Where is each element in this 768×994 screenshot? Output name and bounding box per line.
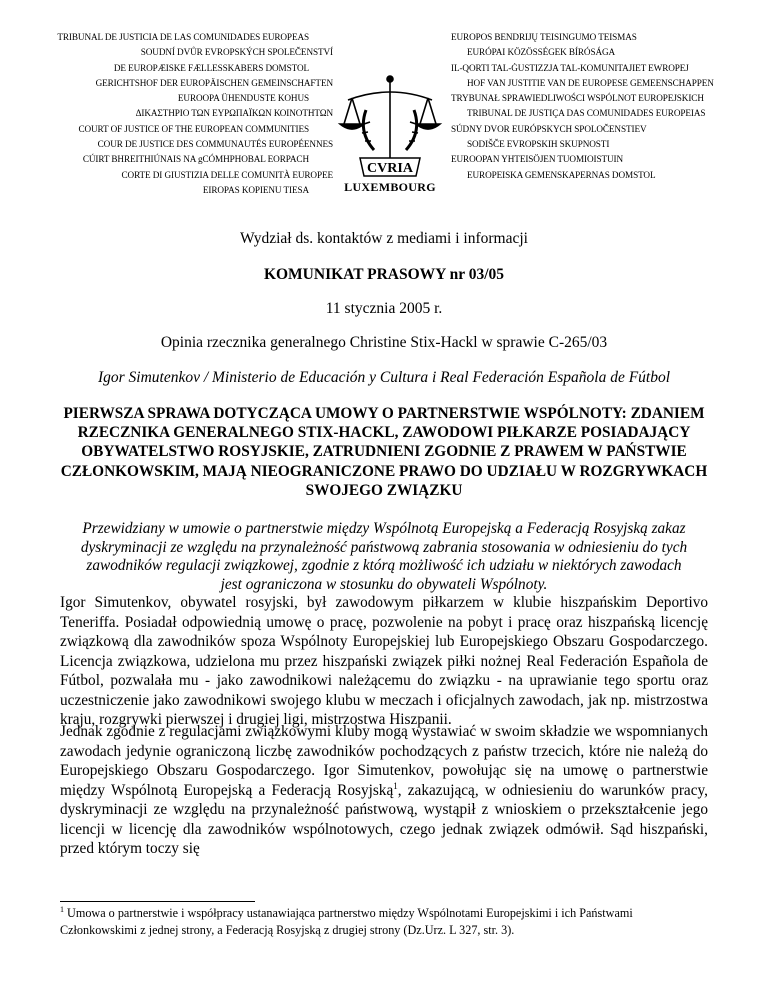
paragraph-1: Igor Simutenkov, obywatel rosyjski, był zawodowym piłkarzem w klubie hiszpańskim Deportivo Teneriffa. Posiadał odpowiednią umowę o pracę, pozwolenie na pobyt i pracę oraz hiszpańską licencję związkową dla zawodników spoza Wspólnoty Europejskiej lub Europejskiego Obszaru Gospodarczego. Licencja związkowa, udzielona mu przez hiszpański związek piłki nożnej Real Federación Española de Fútbol, pozwalała mu - jako zawodnikowi należącemu do związku - na uprawianie tego sportu oraz uczestniczenie jako zawodnikowi swojego klubu w meczach i oficjalnych zawodach, jak np. mistrzostwa kraju, rozgrywki pierwszej i drugiej ligi, mistrzostwa Hiszpanii.	[60, 594, 708, 728]
court-name-hu: EURÓPAI KÖZÖSSÉGEK BÍRÓSÁGA	[467, 47, 616, 58]
court-name-lt: EUROPOS BENDRIJŲ TEISINGUMO TEISMAS	[451, 32, 637, 42]
court-name-mt: IL-QORTI TAL-ĠUSTIZZJA TAL-KOMUNITAJIET EWROPEJ	[451, 62, 689, 73]
footnote	[60, 905, 708, 939]
curia-scales-logo	[330, 70, 450, 196]
court-name-el: ΔΙΚΑΣΤΗΡΙΟ ΤΩΝ ΕΥΡΩΠΑΪΚΩΝ ΚΟΙΝΟΤΗΤΩΝ	[135, 108, 333, 119]
subheadline: Przewidziany w umowie o partnerstwie między Wspólnotą Europejską a Federacją Rosyjską zakaz dyskryminacji ze względu na przynależność państwową zabrania stosowania w odniesieniu do tych zawodników regulacji związkowej, zgodnie z którą możliwość ich udziału w niektórych zawodach jest ograniczona w stosunku do obywateli Wspólnoty.	[80, 520, 688, 594]
court-name-de: GERICHTSHOF DER EUROPÄISCHEN GEMEINSCHAFTEN	[95, 77, 333, 88]
court-name-es: TRIBUNAL DE JUSTICIA DE LAS COMUNIDADES EUROPEAS	[57, 32, 309, 42]
court-name-ga: CÚIRT BHREITHIÚNAIS NA gCÓMHPHOBAL EORPACH	[82, 154, 309, 165]
court-name-lv: EIROPAS KOPIENU TIESA	[202, 184, 309, 195]
court-name-sl: SODIŠČE EVROPSKIH SKUPNOSTI	[467, 139, 610, 150]
court-name-fi: EUROOPAN YHTEISÖJEN TUOMIOISTUIN	[451, 154, 624, 165]
department-name: Wydział ds. kontaktów z mediami i informacji	[240, 230, 528, 247]
footnote-divider	[60, 901, 255, 902]
footnote-number: 1	[60, 904, 64, 914]
court-name-da: DE EUROPÆISKE FÆLLESSKABERS DOMSTOL	[113, 62, 309, 73]
court-name-sk: SÚDNY DVOR EURÓPSKYCH SPOLOČENSTIEV	[451, 123, 647, 134]
case-parties: Igor Simutenkov / Ministerio de Educación y Cultura i Real Federación Española de Fútbol	[97, 369, 671, 386]
paragraph-2-part-b: , zakazującą, w odniesieniu do warunków pracy, dyskryminacji ze względu na przynależność państwową, wystąpił z wnioskiem o przekształcenie jego licencji w licencję dla zawodników wspólnotowych, czego jednak związek odmówił. Sąd hiszpański, przed którym toczy się	[60, 781, 708, 857]
court-name-it: CORTE DI GIUSTIZIA DELLE COMUNITÀ EUROPEE	[121, 169, 333, 180]
header-right-court-names	[451, 30, 768, 183]
court-name-et: EUROOPA ÜHENDUSTE KOHUS	[177, 93, 309, 104]
header-left-court-names	[0, 30, 333, 198]
city-label: LUXEMBOURG	[344, 180, 436, 194]
court-name-sv: EUROPEISKA GEMENSKAPERNAS DOMSTOL	[467, 169, 656, 180]
court-name-nl: HOF VAN JUSTITIE VAN DE EUROPESE GEMEENSCHAPPEN	[467, 77, 714, 88]
footnote-reference[interactable]: 1	[393, 780, 398, 791]
paragraph-2	[60, 722, 708, 859]
paragraph-2-part-a: Jednak zgodnie z regulacjami związkowymi kluby mogą wystawiać w swoim składzie we wspomnianych zawodach jedynie ograniczoną liczbę zawodników pochodzących z państw trzecich, które nie należą do Europejskiego Obszaru Gospodarczego. Igor Simutenkov, powołując się na umowę o partnerstwie między Wspólnotą Europejską a Federacją Rosyjską	[60, 723, 708, 799]
court-name-cs: SOUDNÍ DVŮR EVROPSKÝCH SPOLEČENSTVÍ	[140, 47, 333, 58]
court-name-fr: COUR DE JUSTICE DES COMMUNAUTÉS EUROPÉENNES	[97, 139, 333, 150]
court-name-en: COURT OF JUSTICE OF THE EUROPEAN COMMUNITIES	[78, 123, 309, 134]
headline: PIERWSZA SPRAWA DOTYCZĄCA UMOWY O PARTNERSTWIE WSPÓLNOTY: ZDANIEM RZECZNIKA GENERALNEGO STIX-HACKL, ZAWODOWI PIŁKARZE POSIADAJĄCY OBYWATELSTWO ROSYJSKIE, ZATRUDNIENI ZGODNIE Z PRAWEM W PAŃSTWIE CZŁONKOWSKIM, MAJĄ NIEOGRANICZONE PRAWO DO UDZIAŁU W ROZGRYWKACH SWOJEGO ZWIĄZKU	[60, 405, 708, 499]
release-date: 11 stycznia 2005 r.	[325, 300, 443, 317]
court-name-pl: TRYBUNAŁ SPRAWIEDLIWOŚCI WSPÓLNOT EUROPEJSKICH	[451, 93, 704, 104]
press-release-number: KOMUNIKAT PRASOWY nr 03/05	[263, 266, 505, 283]
curia-logo-text: CVRIA	[367, 161, 413, 176]
footnote-text: Umowa o partnerstwie i współpracy ustanawiająca partnerstwo między Wspólnotami Europejskimi i ich Państwami Członkowskimi z jednej strony, a Federacją Rosyjską z drugiej strony (Dz.Urz. L 327, str. 3).	[60, 906, 633, 937]
court-name-pt: TRIBUNAL DE JUSTIÇA DAS COMUNIDADES EUROPEIAS	[467, 108, 706, 119]
opinion-line: Opinia rzecznika generalnego Christine Stix-Hackl w sprawie C-265/03	[160, 334, 608, 351]
